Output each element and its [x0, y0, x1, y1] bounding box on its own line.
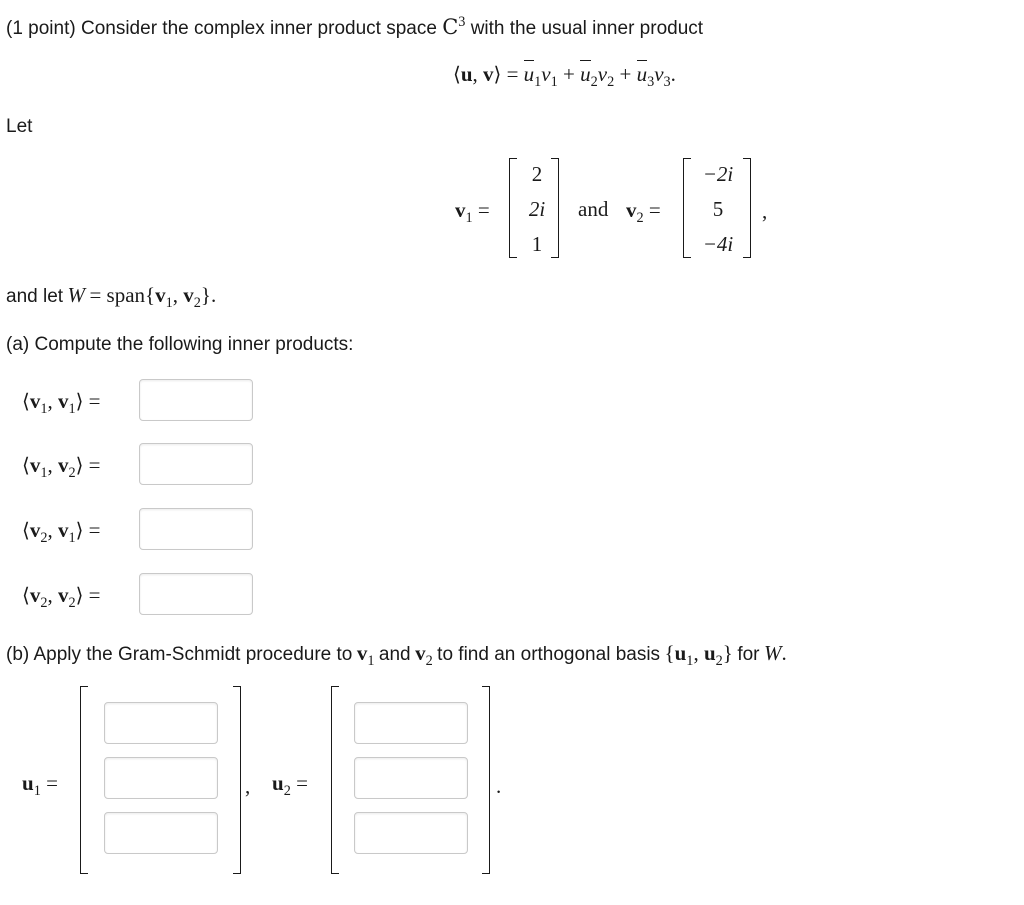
intro-line	[6, 15, 703, 40]
v2-label: $v_2$ =	[626, 198, 661, 226]
u1-entry-1-input[interactable]	[104, 702, 218, 744]
v2-entry-1: −2i	[702, 162, 734, 186]
u2-left-bracket	[331, 686, 339, 874]
v1-entry-3: 1	[531, 232, 543, 256]
vectors-conjunction: and	[578, 197, 609, 221]
v2-entry-3: −4i	[702, 232, 734, 256]
u1-entry-3-input[interactable]	[104, 812, 218, 854]
inner-product-v2-v1-input[interactable]	[139, 508, 253, 550]
v1-entry-2: 2i	[528, 197, 546, 221]
u2-entry-2-input[interactable]	[354, 757, 468, 799]
inner-product-definition: ⟨u, v⟩ = $u_1v_1 + u_2v_2 + u_3v_3$.	[453, 62, 676, 90]
u1-label: $u_1$ =	[22, 771, 58, 799]
u2-entry-3-input[interactable]	[354, 812, 468, 854]
inner-product-v2-v2-input[interactable]	[139, 573, 253, 615]
span-definition: and let $W = span\{v_1$, $v_2$}.	[6, 283, 217, 311]
complex-field-symbol: $C^3$	[442, 14, 466, 39]
u2-right-bracket	[482, 686, 490, 874]
part-b-label: (b) Apply the Gram-Schmidt procedure to $v_1$ and $v_2$ to find an orthogonal basis {$u_1$, $u_2$} for W.	[6, 641, 787, 669]
let-label: Let	[6, 116, 33, 137]
v2-entry-2: 5	[712, 197, 724, 221]
u1-comma: ,	[245, 774, 251, 798]
inner-product-v1-v2-input[interactable]	[139, 443, 253, 485]
u2-period: .	[496, 774, 502, 798]
inner-product-v1-v1-input[interactable]	[139, 379, 253, 421]
u2-label: $u_2$ =	[272, 771, 308, 799]
u1-left-bracket	[80, 686, 88, 874]
v1-right-bracket	[551, 158, 559, 258]
inner-product-v2-v2-label: $⟨v_2$, $v_2⟩$ =	[22, 583, 101, 611]
inner-product-v1-v2-label: $⟨v_1$, $v_2⟩$ =	[22, 453, 101, 481]
u2-entry-1-input[interactable]	[354, 702, 468, 744]
part-a-label: (a) Compute the following inner products:	[6, 334, 354, 355]
points-label: (1 point)	[6, 18, 76, 39]
inner-product-v1-v1-label: $⟨v_1$, $v_1⟩$ =	[22, 389, 101, 417]
intro-text-after: with the usual inner product	[470, 18, 704, 39]
u1-right-bracket	[233, 686, 241, 874]
inner-product-v2-v1-label: $⟨v_2$, $v_1⟩$ =	[22, 518, 101, 546]
vectors-comma: ,	[762, 199, 768, 223]
u1-entry-2-input[interactable]	[104, 757, 218, 799]
v1-label: $v_1$ =	[455, 198, 490, 226]
v1-entry-1: 2	[531, 162, 543, 186]
intro-text: Consider the complex inner product space	[80, 18, 437, 39]
v2-right-bracket	[743, 158, 751, 258]
